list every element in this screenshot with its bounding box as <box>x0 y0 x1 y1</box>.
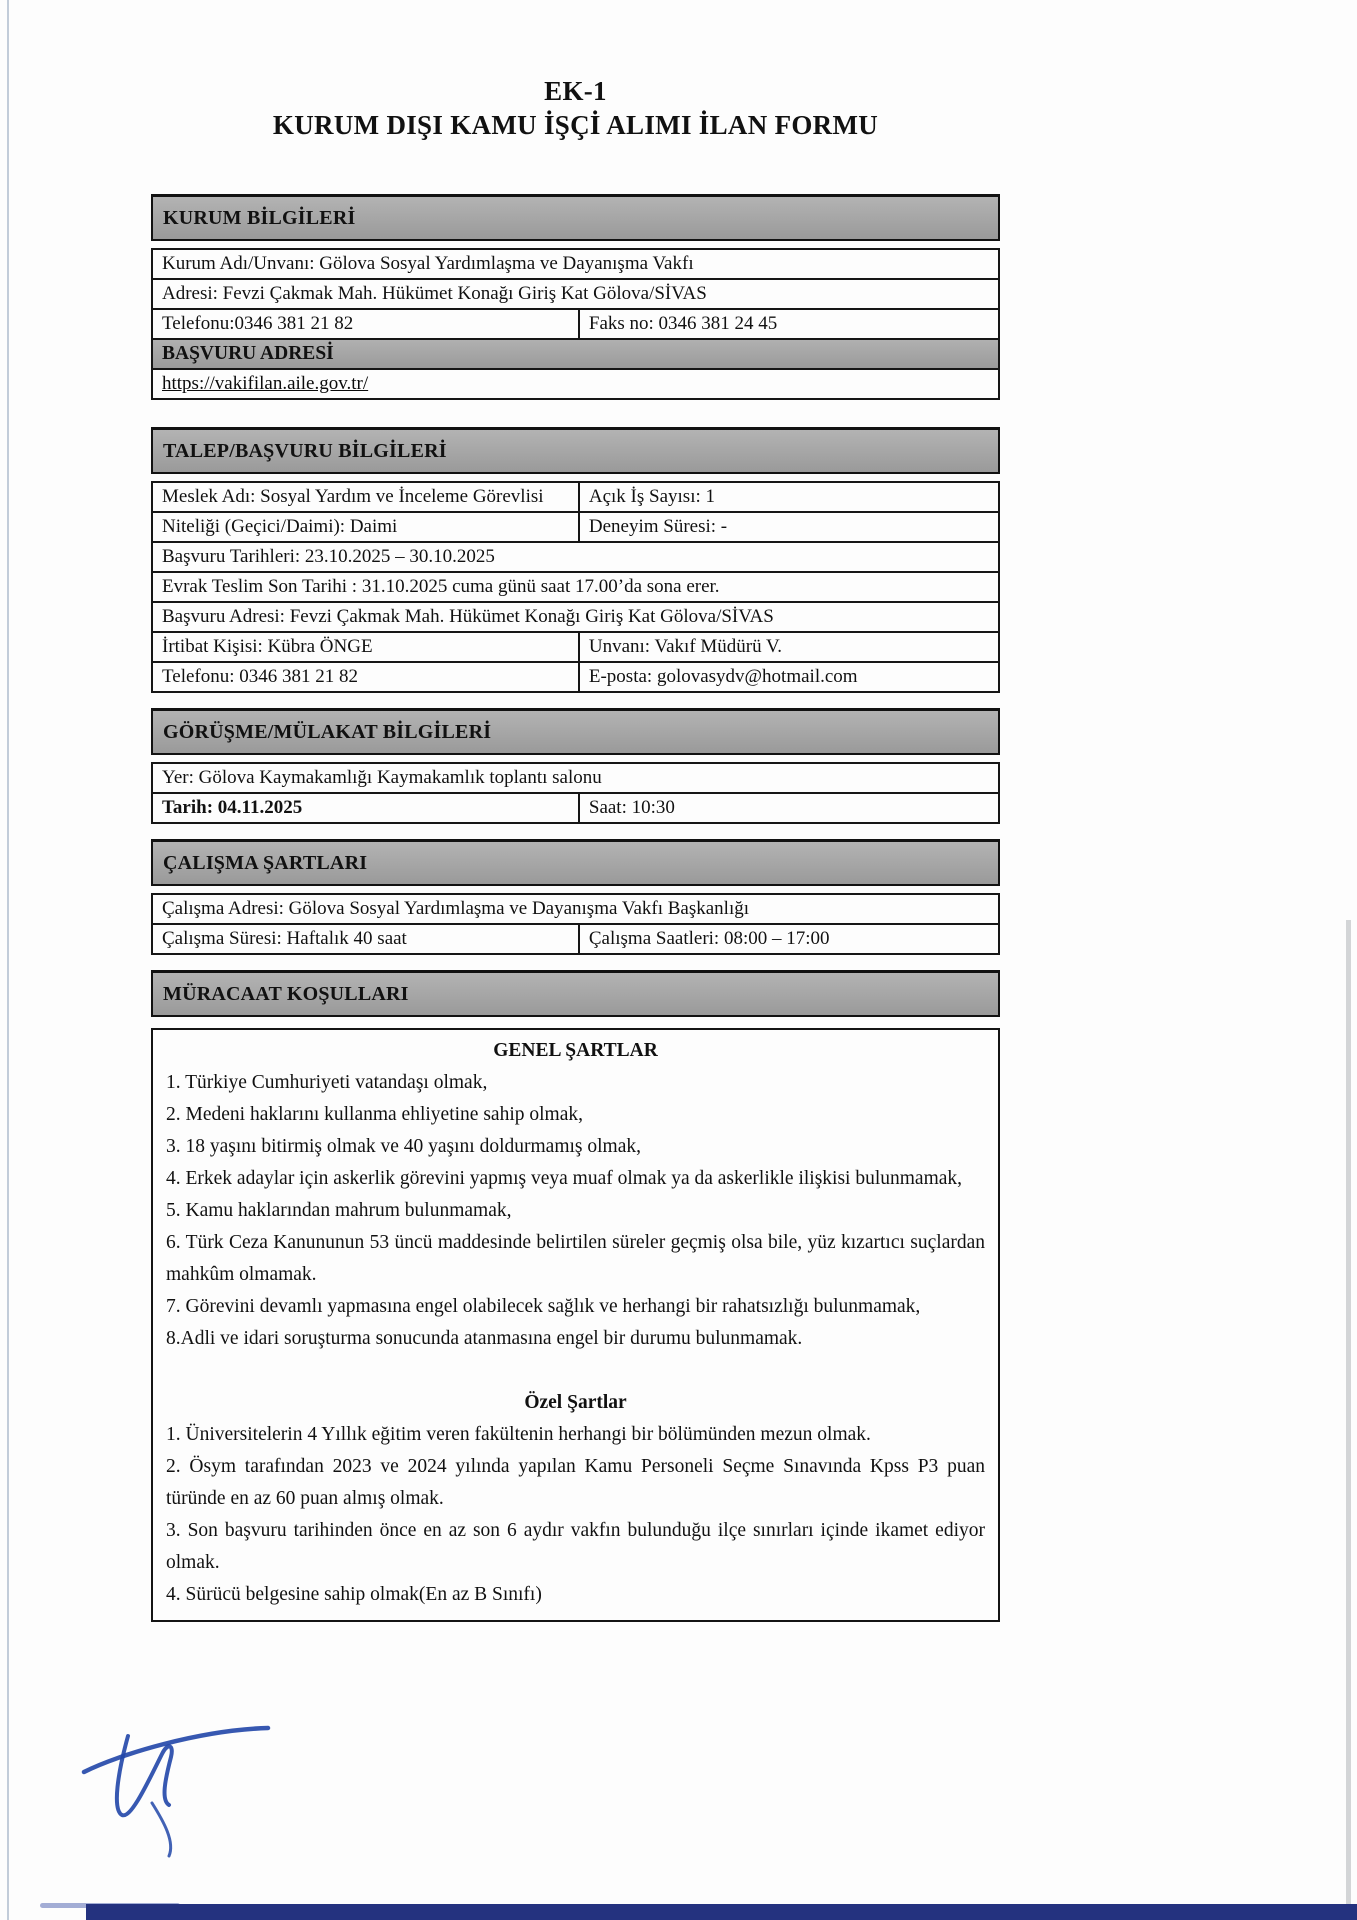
page-title: KURUM DIŞI KAMU İŞÇİ ALIMI İLAN FORMU <box>272 110 879 140</box>
genel-sart-item: 3. 18 yaşını bitirmiş olmak ve 40 yaşını doldurmamış olmak, <box>166 1136 641 1157</box>
handwritten-signature <box>72 1700 302 1865</box>
table-row <box>152 662 999 692</box>
section-header-gorusme-mulakat: GÖRÜŞME/MÜLAKAT BİLGİLERİ <box>151 708 1000 755</box>
table-row <box>152 512 999 542</box>
field-unvani: Unvanı: Vakıf Müdürü V. <box>579 632 999 662</box>
table-row <box>152 602 999 632</box>
genel-sart-item: 1. Türkiye Cumhuriyeti vatandaşı olmak, <box>166 1072 488 1093</box>
table-row <box>152 894 999 924</box>
field-tarih: Tarih: 04.11.2025 <box>152 793 579 823</box>
table-row <box>152 339 999 369</box>
table-row <box>152 632 999 662</box>
field-irtibat-kisisi: İrtibat Kişisi: Kübra ÖNGE <box>152 632 579 662</box>
field-meslek-adi: Meslek Adı: Sosyal Yardım ve İnceleme Görevlisi <box>152 482 579 512</box>
form-content <box>151 0 1000 1622</box>
section-header-calisma-sartlari: ÇALIŞMA ŞARTLARI <box>151 839 1000 886</box>
genel-sart-item: 8.Adli ve idari soruşturma sonucunda atanmasına engel bir durumu bulunmamak. <box>166 1328 803 1349</box>
table-row <box>152 924 999 954</box>
ozel-sartlar-title: Özel Şartlar <box>524 1392 627 1413</box>
section-header-muracaat-kosullari: MÜRACAAT KOŞULLARI <box>151 970 1000 1017</box>
field-deneyim-suresi: Deneyim Süresi: - <box>579 512 999 542</box>
section-spacer <box>151 824 1000 839</box>
field-adres: Adresi: Fevzi Çakmak Mah. Hükümet Konağı Giriş Kat Gölova/SİVAS <box>152 279 999 309</box>
calisma-sartlari-table <box>151 893 1000 955</box>
field-niteligi: Niteliği (Geçici/Daimi): Daimi <box>152 512 579 542</box>
muracaat-kosullari-box <box>151 1028 1000 1622</box>
field-calisma-saatleri: Çalışma Saatleri: 08:00 – 17:00 <box>579 924 999 954</box>
field-calisma-adresi: Çalışma Adresi: Gölova Sosyal Yardımlaşma ve Dayanışma Vakfı Başkanlığı <box>152 894 999 924</box>
ozel-sart-item: 2. Ösym tarafından 2023 ve 2024 yılında yapılan Kamu Personeli Seçme Sınavında Kpss P3 puan türünde en az 60 puan almış olmak. <box>166 1456 985 1509</box>
genel-sart-item: 5. Kamu haklarından mahrum bulunmamak, <box>166 1200 512 1221</box>
section-header-kurum-bilgileri: KURUM BİLGİLERİ <box>151 194 1000 241</box>
field-saat: Saat: 10:30 <box>579 793 999 823</box>
ozel-sart-item: 1. Üniversitelerin 4 Yıllık eğitim veren fakültenin herhangi bir bölümünden mezun olmak. <box>166 1424 871 1445</box>
title-spacer <box>151 142 1000 194</box>
field-basvuru-tarihleri: Başvuru Tarihleri: 23.10.2025 – 30.10.2025 <box>152 542 999 572</box>
ozel-sart-item: 3. Son başvuru tarihinden önce en az son 6 aydır vakfın bulunduğu ilçe sınırları içinde ikamet ediyor olmak. <box>166 1520 985 1573</box>
ozel-sart-item: 4. Sürücü belgesine sahip olmak(En az B Sınıfı) <box>166 1584 542 1605</box>
table-row <box>152 572 999 602</box>
field-telefon: Telefonu:0346 381 21 82 <box>152 309 579 339</box>
application-url-cell <box>152 369 999 399</box>
subsection-header-basvuru-adresi: BAŞVURU ADRESİ <box>152 339 999 369</box>
form-code: EK-1 <box>544 76 607 106</box>
section-spacer <box>151 400 1000 427</box>
section-header-talep-basvuru: TALEP/BAŞVURU BİLGİLERİ <box>151 427 1000 474</box>
table-row <box>152 369 999 399</box>
application-url-link[interactable]: https://vakifilan.aile.gov.tr/ <box>162 373 369 394</box>
table-row <box>152 763 999 793</box>
genel-sart-item: 2. Medeni haklarını kullanma ehliyetine sahip olmak, <box>166 1104 583 1125</box>
genel-sart-item: 7. Görevini devamlı yapmasına engel olabilecek sağlık ve herhangi bir rahatsızlığı bulunmamak, <box>166 1296 921 1317</box>
genel-sart-item: 4. Erkek adaylar için askerlik görevini yapmış veya muaf olmak ya da askerlikle ilişkisi bulunmamak, <box>166 1168 963 1189</box>
table-row <box>152 249 999 279</box>
field-yer: Yer: Gölova Kaymakamlığı Kaymakamlık toplantı salonu <box>152 763 999 793</box>
table-row <box>152 542 999 572</box>
scan-edge-left <box>7 0 9 1920</box>
scan-edge-bottom <box>86 1904 1357 1920</box>
field-eposta: E-posta: golovasydv@hotmail.com <box>579 662 999 692</box>
genel-sart-item: 6. Türk Ceza Kanununun 53 üncü maddesinde belirtilen süreler geçmiş olsa bile, yüz kızartıcı suçlardan mahkûm olmamak. <box>166 1232 985 1285</box>
section-spacer <box>151 693 1000 708</box>
field-calisma-suresi: Çalışma Süresi: Haftalık 40 saat <box>152 924 579 954</box>
table-row <box>152 793 999 823</box>
section-spacer <box>151 955 1000 970</box>
table-row <box>152 279 999 309</box>
gorusme-mulakat-table <box>151 762 1000 824</box>
field-telefon-2: Telefonu: 0346 381 21 82 <box>152 662 579 692</box>
kurum-bilgileri-table <box>151 248 1000 400</box>
scan-edge-right <box>1346 920 1351 1920</box>
field-kurum-adi: Kurum Adı/Unvanı: Gölova Sosyal Yardımlaşma ve Dayanışma Vakfı <box>152 249 999 279</box>
field-faks: Faks no: 0346 381 24 45 <box>579 309 999 339</box>
genel-sartlar-title: GENEL ŞARTLAR <box>493 1040 658 1061</box>
field-acik-is-sayisi: Açık İş Sayısı: 1 <box>579 482 999 512</box>
table-row <box>152 482 999 512</box>
field-basvuru-adresi: Başvuru Adresi: Fevzi Çakmak Mah. Hükümet Konağı Giriş Kat Gölova/SİVAS <box>152 602 999 632</box>
talep-basvuru-table <box>151 481 1000 693</box>
field-evrak-teslim: Evrak Teslim Son Tarihi : 31.10.2025 cuma günü saat 17.00’da sona erer. <box>152 572 999 602</box>
table-row <box>152 309 999 339</box>
